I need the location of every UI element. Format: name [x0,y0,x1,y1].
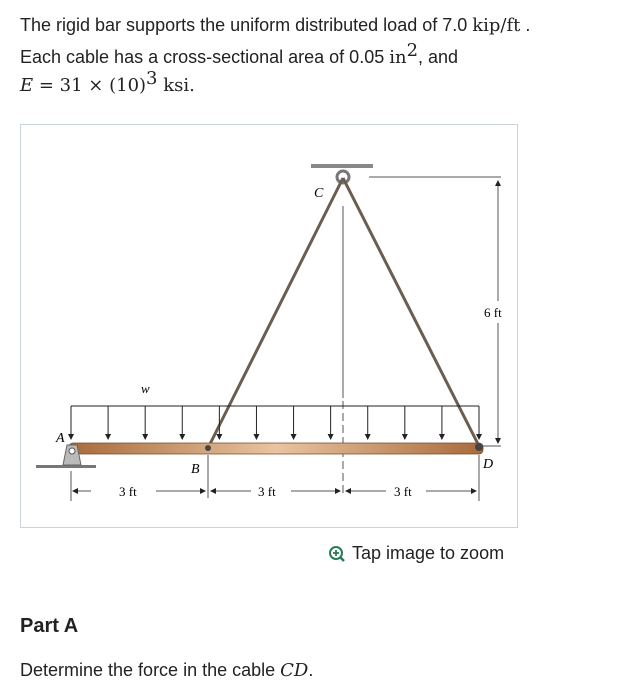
part-title: Part A [20,615,79,637]
dim-ab: 3 ft [119,484,137,499]
label-w: w [141,381,150,396]
var-cd: CD [280,660,309,681]
text: . [520,15,531,35]
text: Each cable has a cross-sectional area of 0.05 [20,47,390,67]
zoom-label: Tap image to zoom [352,543,505,563]
text: The rigid bar supports the uniform distributed load of 7.0 [20,15,473,35]
exponent: 3 [146,68,158,89]
label-b: B [191,462,200,477]
unit: ksi. [157,75,195,96]
label-c: C [314,186,324,201]
tap-to-zoom-button[interactable] [328,543,504,564]
distributed-load [71,406,479,439]
exponent: 2 [406,40,419,61]
unit: kip/ft [472,15,521,36]
text: . [308,660,314,680]
cable-bc [208,178,343,448]
question [20,660,313,681]
zoom-in-icon [328,545,346,563]
text: , and [418,47,459,67]
problem-line-3 [20,66,195,99]
problem-line-1 [20,12,530,39]
var-e: E [20,75,34,96]
label-a: A [56,431,65,446]
text: Determine the force in the cable [20,660,281,680]
ceiling-support [311,164,373,168]
label-d: D [483,457,494,472]
dim-6ft: 6 ft [484,305,502,320]
dim-b-mid: 3 ft [258,484,276,499]
dim-mid-d: 3 ft [394,484,412,499]
text: = 31 × (10) [33,75,147,96]
unit: in [389,47,407,68]
problem-figure[interactable] [20,124,518,528]
rigid-bar [69,443,483,454]
